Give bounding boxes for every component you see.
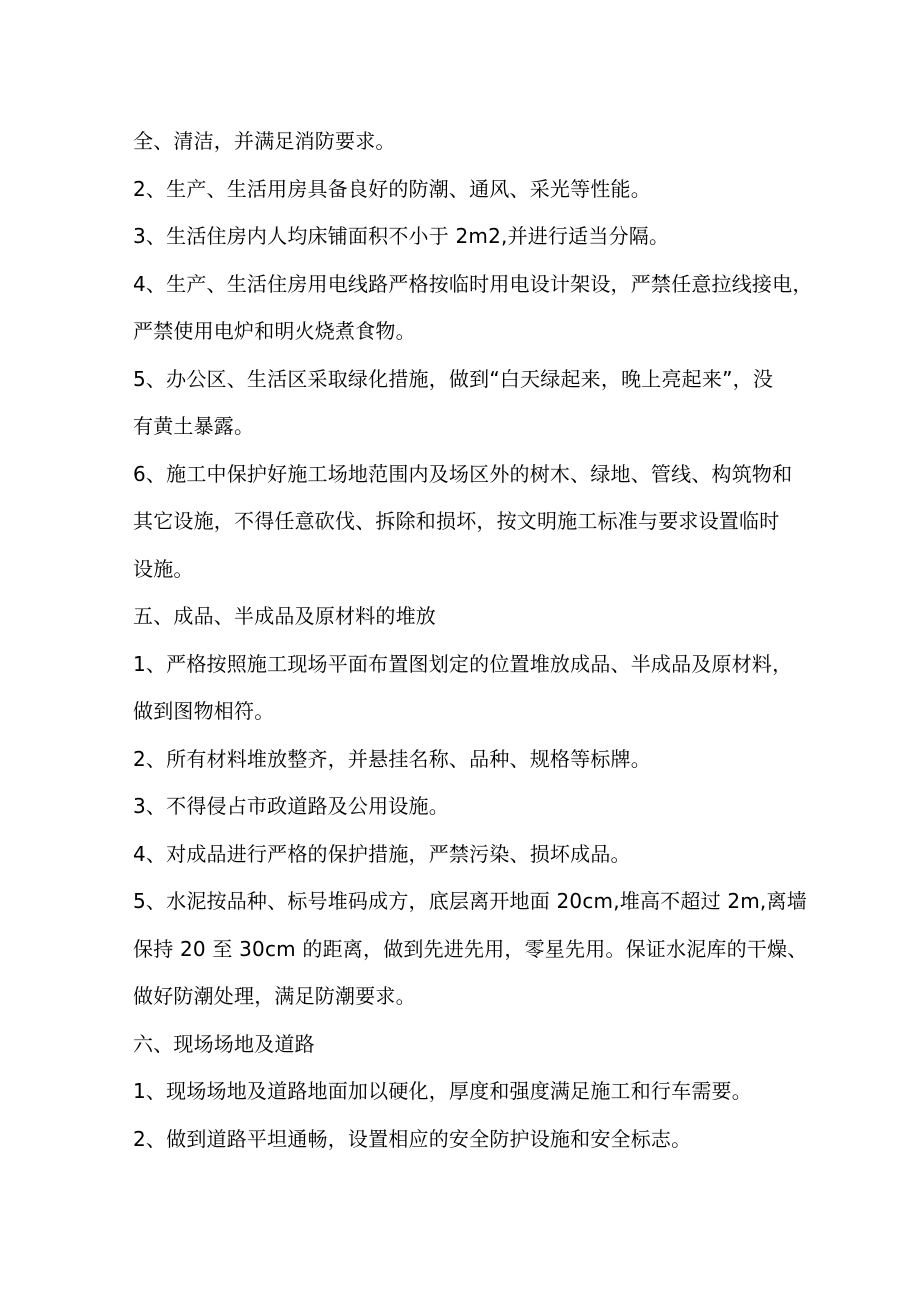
text-line: 有黄土暴露。: [133, 414, 255, 438]
text-line: 2、所有材料堆放整齐，并悬挂名称、品种、规格等标牌。: [133, 746, 651, 771]
text-line: 2、做到道路平坦通畅，设置相应的安全防护设施和安全标志。: [133, 1126, 692, 1151]
section-heading: 六、现场场地及道路: [133, 1031, 315, 1056]
section-heading: 五、成品、半成品及原材料的堆放: [133, 604, 436, 628]
text-line: 2、生产、生活用房具备良好的防潮、通风、采光等性能。: [133, 176, 651, 201]
text-line: 做好防潮处理，满足防潮要求。: [133, 984, 416, 1008]
text-line: 1、现场场地及道路地面加以硬化，厚度和强度满足施工和行车需要。: [133, 1079, 752, 1103]
text-line: 6、施工中保护好施工场地范围内及场区外的树木、绿地、管线、构筑物和: [133, 461, 793, 486]
text-line: 3、不得侵占市政道路及公用设施。: [133, 794, 449, 818]
text-line: 其它设施，不得任意砍伐、拆除和损坏，按文明施工标准与要求设置临时: [133, 509, 780, 533]
text-line: 3、生活住房内人均床铺面积不小于 2m2,并进行适当分隔。: [133, 224, 670, 248]
text-line: 4、生产、生活住房用电线路严格按临时用电设计架设，严禁任意拉线接电，: [133, 271, 813, 296]
text-line: 设施。: [133, 556, 194, 581]
document-body: [133, 118, 813, 1163]
text-line: 全、清洁，并满足消防要求。: [133, 129, 396, 153]
text-line: 做到图物相符。: [133, 699, 275, 723]
text-line: 4、对成品进行严格的保护措施，严禁污染、损坏成品。: [133, 841, 631, 866]
text-line: 5、办公区、生活区采取绿化措施，做到“白天绿起来，晚上亮起来”，没: [133, 366, 774, 391]
text-line: 1、严格按照施工现场平面布置图划定的位置堆放成品、半成品及原材料，: [133, 651, 793, 676]
text-line: 保持 20 至 30cm 的距离，做到先进先用，零星先用。保证水泥库的干燥、: [133, 936, 808, 961]
text-line: 严禁使用电炉和明火烧煮食物。: [133, 319, 416, 343]
text-line: 5、水泥按品种、标号堆码成方，底层离开地面 20cm,堆高不超过 2m,离墙: [133, 889, 807, 913]
